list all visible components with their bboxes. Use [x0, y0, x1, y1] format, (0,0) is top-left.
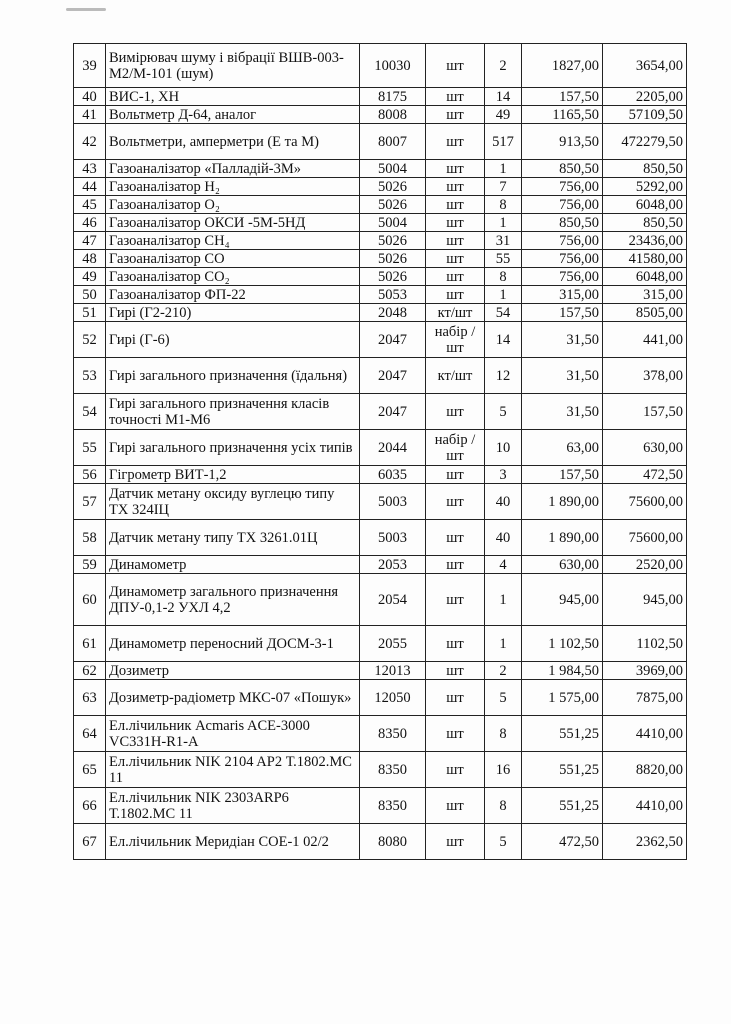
cell-price: 756,00	[522, 250, 603, 268]
cell-sum: 850,50	[603, 214, 687, 232]
cell-qty: 2	[485, 44, 522, 88]
cell-price: 850,50	[522, 214, 603, 232]
cell-name: Газоаналізатор ОКСИ -5М-5НД	[106, 214, 360, 232]
table-row	[74, 178, 687, 196]
cell-unit: шт	[426, 484, 485, 520]
cell-num: 43	[74, 160, 106, 178]
cell-num: 39	[74, 44, 106, 88]
cell-code: 5003	[360, 520, 426, 556]
table-row	[74, 250, 687, 268]
cell-sum: 75600,00	[603, 520, 687, 556]
cell-sum: 472279,50	[603, 124, 687, 160]
cell-code: 5026	[360, 250, 426, 268]
table-row	[74, 788, 687, 824]
cell-unit: шт	[426, 394, 485, 430]
cell-price: 630,00	[522, 556, 603, 574]
cell-sum: 945,00	[603, 574, 687, 626]
cell-sum: 630,00	[603, 430, 687, 466]
cell-qty: 5	[485, 824, 522, 860]
table-row	[74, 520, 687, 556]
table-row	[74, 358, 687, 394]
cell-unit: шт	[426, 824, 485, 860]
cell-code: 2047	[360, 358, 426, 394]
table-row	[74, 268, 687, 286]
cell-qty: 1	[485, 574, 522, 626]
cell-name: Газоаналізатор ФП-22	[106, 286, 360, 304]
table-row	[74, 196, 687, 214]
cell-qty: 49	[485, 106, 522, 124]
cell-code: 8008	[360, 106, 426, 124]
cell-num: 54	[74, 394, 106, 430]
cell-price: 31,50	[522, 358, 603, 394]
cell-code: 10030	[360, 44, 426, 88]
table-row	[74, 124, 687, 160]
cell-num: 40	[74, 88, 106, 106]
cell-qty: 7	[485, 178, 522, 196]
cell-name: Ел.лічильник NIK 2303ARP6 Т.1802.МС 11	[106, 788, 360, 824]
table-row	[74, 574, 687, 626]
table-row	[74, 232, 687, 250]
cell-unit: шт	[426, 196, 485, 214]
cell-qty: 55	[485, 250, 522, 268]
cell-price: 756,00	[522, 232, 603, 250]
cell-unit: шт	[426, 250, 485, 268]
scan-artifact	[66, 8, 106, 11]
cell-unit: шт	[426, 716, 485, 752]
cell-code: 8350	[360, 716, 426, 752]
cell-sum: 7875,00	[603, 680, 687, 716]
cell-unit: шт	[426, 268, 485, 286]
cell-qty: 16	[485, 752, 522, 788]
cell-sum: 4410,00	[603, 716, 687, 752]
table-row	[74, 304, 687, 322]
cell-sum: 23436,00	[603, 232, 687, 250]
cell-sum: 3654,00	[603, 44, 687, 88]
cell-qty: 8	[485, 268, 522, 286]
cell-num: 49	[74, 268, 106, 286]
cell-qty: 40	[485, 520, 522, 556]
cell-num: 44	[74, 178, 106, 196]
cell-num: 56	[74, 466, 106, 484]
cell-num: 45	[74, 196, 106, 214]
cell-unit: набір /шт	[426, 322, 485, 358]
cell-num: 51	[74, 304, 106, 322]
cell-sum: 8820,00	[603, 752, 687, 788]
cell-qty: 40	[485, 484, 522, 520]
cell-qty: 14	[485, 322, 522, 358]
table-row	[74, 716, 687, 752]
cell-price: 945,00	[522, 574, 603, 626]
cell-num: 65	[74, 752, 106, 788]
cell-code: 2053	[360, 556, 426, 574]
cell-price: 756,00	[522, 268, 603, 286]
cell-sum: 441,00	[603, 322, 687, 358]
cell-unit: шт	[426, 680, 485, 716]
cell-unit: шт	[426, 88, 485, 106]
cell-price: 756,00	[522, 178, 603, 196]
cell-num: 53	[74, 358, 106, 394]
cell-qty: 1	[485, 160, 522, 178]
cell-code: 8080	[360, 824, 426, 860]
table-row	[74, 626, 687, 662]
cell-code: 12050	[360, 680, 426, 716]
cell-code: 6035	[360, 466, 426, 484]
cell-qty: 517	[485, 124, 522, 160]
cell-name: Гирі загального призначення (їдальня)	[106, 358, 360, 394]
cell-num: 62	[74, 662, 106, 680]
cell-code: 5004	[360, 160, 426, 178]
cell-qty: 5	[485, 680, 522, 716]
cell-price: 157,50	[522, 304, 603, 322]
cell-unit: шт	[426, 662, 485, 680]
cell-unit: шт	[426, 160, 485, 178]
cell-num: 57	[74, 484, 106, 520]
cell-name: Дозиметр-радіометр МКС-07 «Пошук»	[106, 680, 360, 716]
cell-code: 2047	[360, 394, 426, 430]
cell-price: 1 575,00	[522, 680, 603, 716]
cell-qty: 54	[485, 304, 522, 322]
cell-name: Дозиметр	[106, 662, 360, 680]
cell-unit: кт/шт	[426, 304, 485, 322]
cell-num: 41	[74, 106, 106, 124]
cell-sum: 850,50	[603, 160, 687, 178]
cell-code: 12013	[360, 662, 426, 680]
cell-price: 551,25	[522, 716, 603, 752]
cell-name: Ел.лічильник Acmaris ACE-3000 VC331H-R1-A	[106, 716, 360, 752]
cell-price: 31,50	[522, 322, 603, 358]
cell-sum: 472,50	[603, 466, 687, 484]
cell-sum: 6048,00	[603, 268, 687, 286]
cell-code: 5026	[360, 178, 426, 196]
cell-price: 63,00	[522, 430, 603, 466]
cell-num: 66	[74, 788, 106, 824]
cell-unit: шт	[426, 232, 485, 250]
cell-num: 55	[74, 430, 106, 466]
cell-sum: 2520,00	[603, 556, 687, 574]
cell-qty: 8	[485, 716, 522, 752]
cell-sum: 315,00	[603, 286, 687, 304]
table-row	[74, 286, 687, 304]
cell-price: 1 984,50	[522, 662, 603, 680]
cell-name: Газоаналізатор CO₂	[106, 268, 360, 286]
cell-sum: 57109,50	[603, 106, 687, 124]
cell-name: Динамометр	[106, 556, 360, 574]
cell-num: 58	[74, 520, 106, 556]
cell-sum: 4410,00	[603, 788, 687, 824]
cell-name: Газоаналізатор O₂	[106, 196, 360, 214]
cell-sum: 378,00	[603, 358, 687, 394]
cell-unit: шт	[426, 106, 485, 124]
cell-unit: шт	[426, 178, 485, 196]
cell-num: 48	[74, 250, 106, 268]
cell-code: 2047	[360, 322, 426, 358]
cell-price: 1 102,50	[522, 626, 603, 662]
cell-price: 551,25	[522, 788, 603, 824]
table-row	[74, 662, 687, 680]
cell-name: Газоаналізатор H₂	[106, 178, 360, 196]
cell-qty: 8	[485, 196, 522, 214]
cell-num: 63	[74, 680, 106, 716]
cell-name: Датчик метану оксиду вуглецю типу ТХ 324ІЦ	[106, 484, 360, 520]
cell-unit: шт	[426, 286, 485, 304]
cell-code: 5026	[360, 196, 426, 214]
cell-num: 47	[74, 232, 106, 250]
cell-qty: 4	[485, 556, 522, 574]
cell-unit: шт	[426, 466, 485, 484]
cell-qty: 10	[485, 430, 522, 466]
cell-code: 2054	[360, 574, 426, 626]
table-row	[74, 824, 687, 860]
cell-sum: 1102,50	[603, 626, 687, 662]
cell-code: 5003	[360, 484, 426, 520]
cell-price: 756,00	[522, 196, 603, 214]
cell-name: Динамометр переносний ДОСМ-3-1	[106, 626, 360, 662]
cell-name: Вольтметри, амперметри (Е та М)	[106, 124, 360, 160]
cell-unit: шт	[426, 574, 485, 626]
cell-name: Гігрометр ВИТ-1,2	[106, 466, 360, 484]
cell-qty: 5	[485, 394, 522, 430]
cell-sum: 2362,50	[603, 824, 687, 860]
cell-qty: 14	[485, 88, 522, 106]
cell-name: Гирі загального призначення класів точності М1-М6	[106, 394, 360, 430]
cell-code: 2044	[360, 430, 426, 466]
cell-sum: 2205,00	[603, 88, 687, 106]
cell-name: Газоаналізатор «Палладій-3М»	[106, 160, 360, 178]
cell-name: ВИС-1, ХН	[106, 88, 360, 106]
cell-code: 8175	[360, 88, 426, 106]
cell-price: 1165,50	[522, 106, 603, 124]
cell-code: 8007	[360, 124, 426, 160]
cell-code: 5026	[360, 232, 426, 250]
table-row	[74, 752, 687, 788]
table-row	[74, 214, 687, 232]
table-row	[74, 160, 687, 178]
cell-qty: 1	[485, 286, 522, 304]
cell-unit: шт	[426, 520, 485, 556]
table-row	[74, 394, 687, 430]
cell-price: 850,50	[522, 160, 603, 178]
cell-unit: шт	[426, 788, 485, 824]
cell-name: Гирі (Г-6)	[106, 322, 360, 358]
cell-name: Динамометр загального призначення ДПУ-0,1-2 УХЛ 4,2	[106, 574, 360, 626]
cell-unit: шт	[426, 626, 485, 662]
cell-code: 5026	[360, 268, 426, 286]
cell-name: Гирі (Г2-210)	[106, 304, 360, 322]
cell-sum: 41580,00	[603, 250, 687, 268]
cell-price: 315,00	[522, 286, 603, 304]
cell-sum: 8505,00	[603, 304, 687, 322]
table-row	[74, 680, 687, 716]
cell-name: Газоаналізатор CH₄	[106, 232, 360, 250]
cell-code: 8350	[360, 752, 426, 788]
cell-name: Ел.лічильник NIK 2104 AP2 Т.1802.МС 11	[106, 752, 360, 788]
cell-sum: 3969,00	[603, 662, 687, 680]
cell-name: Датчик метану типу ТХ 3261.01Ц	[106, 520, 360, 556]
cell-qty: 31	[485, 232, 522, 250]
cell-num: 52	[74, 322, 106, 358]
cell-price: 157,50	[522, 88, 603, 106]
cell-price: 1827,00	[522, 44, 603, 88]
table-row	[74, 466, 687, 484]
cell-sum: 5292,00	[603, 178, 687, 196]
cell-qty: 1	[485, 626, 522, 662]
cell-qty: 1	[485, 214, 522, 232]
cell-unit: набір /шт	[426, 430, 485, 466]
cell-unit: шт	[426, 752, 485, 788]
cell-name: Ел.лічильник Меридіан СОЕ-1 02/2	[106, 824, 360, 860]
table-row	[74, 556, 687, 574]
cell-num: 42	[74, 124, 106, 160]
cell-price: 1 890,00	[522, 484, 603, 520]
cell-name: Гирі загального призначення усіх типів	[106, 430, 360, 466]
cell-num: 64	[74, 716, 106, 752]
cell-qty: 12	[485, 358, 522, 394]
cell-name: Вимірювач шуму і вібрації ВШВ-003- М2/М-101 (шум)	[106, 44, 360, 88]
cell-name: Газоаналізатор CO	[106, 250, 360, 268]
cell-num: 59	[74, 556, 106, 574]
table-row	[74, 484, 687, 520]
cell-unit: кт/шт	[426, 358, 485, 394]
cell-code: 2048	[360, 304, 426, 322]
cell-sum: 157,50	[603, 394, 687, 430]
cell-name: Вольтметр Д-64, аналог	[106, 106, 360, 124]
cell-code: 8350	[360, 788, 426, 824]
cell-num: 60	[74, 574, 106, 626]
table-row	[74, 322, 687, 358]
cell-unit: шт	[426, 124, 485, 160]
cell-code: 2055	[360, 626, 426, 662]
cell-unit: шт	[426, 44, 485, 88]
cell-sum: 6048,00	[603, 196, 687, 214]
cell-price: 551,25	[522, 752, 603, 788]
cell-price: 31,50	[522, 394, 603, 430]
table-body	[74, 44, 687, 860]
cell-price: 913,50	[522, 124, 603, 160]
table-row	[74, 88, 687, 106]
cell-sum: 75600,00	[603, 484, 687, 520]
table-row	[74, 430, 687, 466]
cell-qty: 8	[485, 788, 522, 824]
cell-code: 5004	[360, 214, 426, 232]
cell-price: 472,50	[522, 824, 603, 860]
cell-qty: 2	[485, 662, 522, 680]
cell-num: 67	[74, 824, 106, 860]
cell-qty: 3	[485, 466, 522, 484]
cell-code: 5053	[360, 286, 426, 304]
cell-unit: шт	[426, 556, 485, 574]
inventory-table	[73, 43, 687, 860]
cell-unit: шт	[426, 214, 485, 232]
cell-num: 46	[74, 214, 106, 232]
cell-num: 61	[74, 626, 106, 662]
table-row	[74, 106, 687, 124]
table-row	[74, 44, 687, 88]
cell-num: 50	[74, 286, 106, 304]
cell-price: 1 890,00	[522, 520, 603, 556]
cell-price: 157,50	[522, 466, 603, 484]
